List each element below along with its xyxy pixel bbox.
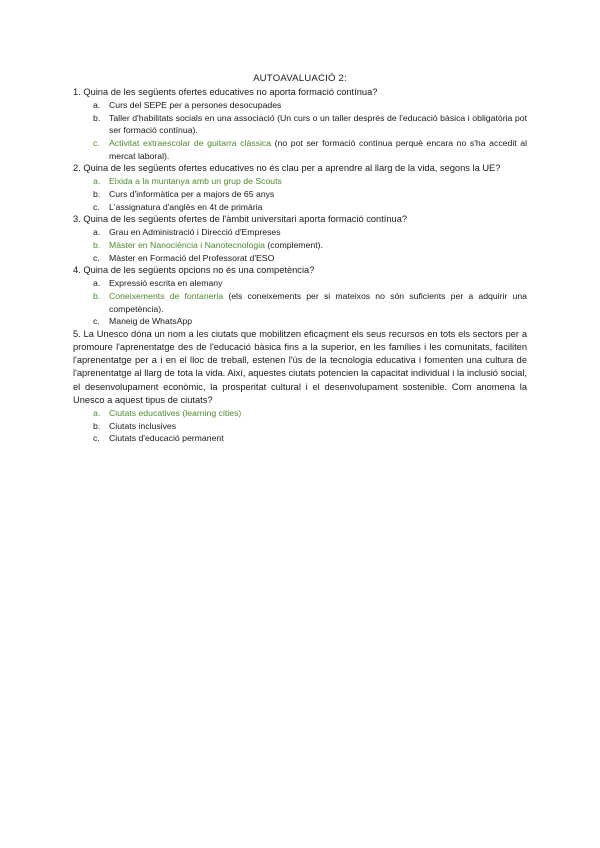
option-text: Taller d'habilitats socials en una associació (Un curs o un taller després de l'educació bàsica i obligatòria pot ser formació contínua). (109, 112, 527, 136)
page-title: AUTOAVALUACIÓ 2: (253, 73, 347, 84)
option-marker: c. (93, 201, 100, 212)
option-marker: b. (93, 290, 101, 301)
q4-option-c (73, 315, 527, 328)
option-text: Expressió escrita en alemany (109, 278, 223, 289)
question-2: 2. Quina de les següents ofertes educatives no és clau per a aprendre al llarg de la vida, segons la UE? (73, 163, 501, 174)
question-4-options (73, 277, 527, 327)
q3-option-a (73, 226, 527, 239)
option-text: Maneig de WhatsApp (109, 316, 193, 327)
option-text: Màster en Formació del Professorat d'ESO (109, 252, 275, 263)
q2-option-c (73, 201, 527, 214)
option-marker: c. (93, 433, 100, 444)
quiz-body (73, 86, 527, 445)
question-5-options (73, 407, 527, 445)
q2-option-a (73, 175, 527, 188)
answer-explanation: (els coneixements per si mateixos no són suficients per a adquirir una competència). (109, 290, 527, 314)
option-text: Curs d'informàtica per a majors de 65 anys (109, 188, 275, 199)
question-4: 4. Quina de les següents opcions no és una competència? (73, 265, 315, 276)
correct-answer: Eixida a la muntanya amb un grup de Scouts (109, 176, 282, 187)
q3-option-b (73, 239, 527, 252)
question-3-options (73, 226, 527, 264)
q4-option-a (73, 277, 527, 290)
q1-option-b (73, 112, 527, 137)
option-text: Ciutats d'educació permanent (109, 433, 224, 444)
option-text: Grau en Administració i Direcció d'Empreses (109, 227, 281, 238)
question-5: 5. La Unesco dóna un nom a les ciutats que mobilitzen eficaçment els seus recursos en tots els sectors per a promoure l'aprenentatge des de l'educació bàsica fins a la superior, en les famílies i les comunitats, faciliten l'aprenentatge per a i en el lloc de treball, estenen l'ús de la tecnologia educativa i fomenten una cultura de l'aprenentatge al llarg de tota la vida. Així, aquestes ciutats potencien la capacitat individual i la inclusió social, el desenvolupament econòmic, la prosperitat cultural i el desenvolupament sostenible. Com anomena la Unesco a aquest tipus de ciutats? (73, 328, 527, 405)
option-text: L'assignatura d'anglès en 4t de primària (109, 201, 263, 212)
option-marker: b. (93, 112, 101, 123)
option-marker: c. (93, 252, 100, 263)
q1-option-a (73, 99, 527, 112)
question-1: 1. Quina de les següents ofertes educatives no aporta formació contínua? (73, 87, 378, 97)
correct-answer: Màster en Nanociència i Nanotecnologia (109, 239, 265, 250)
q2-option-b (73, 188, 527, 201)
answer-explanation: (complement). (265, 239, 323, 250)
correct-answer: Activitat extraescolar de guitarra clàssica (109, 137, 272, 148)
q5-option-c (73, 432, 527, 445)
option-marker: a. (93, 100, 101, 111)
option-text: Curs del SEPE per a persones desocupades (109, 100, 282, 111)
option-marker: b. (93, 239, 101, 250)
option-marker: b. (93, 420, 101, 431)
answer-explanation: (no pot ser formació contínua perquè encara no s'ha accedit al mercat laboral). (109, 137, 528, 161)
option-marker: b. (93, 188, 101, 199)
option-text: Ciutats inclusives (109, 420, 177, 431)
q4-option-b (73, 290, 527, 315)
q1-option-c (73, 137, 527, 162)
option-marker: c. (93, 137, 100, 148)
q5-option-b (73, 420, 527, 433)
question-3: 3. Quina de les següents ofertes de l'àmbit universitari aporta formació contínua? (73, 214, 408, 225)
q3-option-c (73, 252, 527, 265)
option-marker: a. (93, 407, 101, 418)
question-2-options (73, 175, 527, 213)
correct-answer: Ciutats educatives (learning cities) (109, 407, 242, 418)
option-marker: c. (93, 316, 100, 327)
question-1-options (73, 99, 527, 162)
correct-answer: Coneixements de fontaneria (109, 290, 224, 301)
q5-option-a (73, 407, 527, 420)
option-marker: a. (93, 278, 101, 289)
option-marker: a. (93, 176, 101, 187)
option-marker: a. (93, 227, 101, 238)
